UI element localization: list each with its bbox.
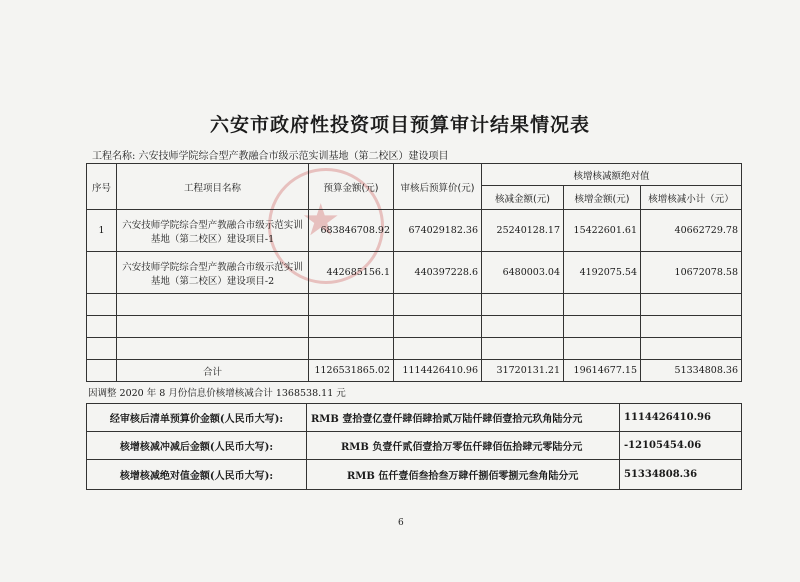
cell-subtotal: 10672078.58 <box>641 252 742 294</box>
audit-table <box>86 163 742 382</box>
summary-amount: 51334808.36 <box>620 460 742 490</box>
total-increase: 19614677.15 <box>564 360 641 382</box>
summary-amount: -12105454.06 <box>620 432 742 460</box>
cell-increase: 4192075.54 <box>564 252 641 294</box>
empty-row <box>87 294 742 316</box>
header-increase: 核增金额(元) <box>564 186 641 210</box>
project-name-line: 工程名称: 六安技师学院综合型产教融合市级示范实训基地（第二校区）建设项目 <box>92 151 449 162</box>
total-label: 合计 <box>117 360 309 382</box>
cell-no <box>87 252 117 294</box>
empty-row <box>87 338 742 360</box>
cell-name: 六安技师学院综合型产教融合市级示范实训基地（第二校区）建设项目-2 <box>117 252 309 294</box>
cell-audited: 440397228.6 <box>394 252 482 294</box>
summary-row <box>87 460 742 490</box>
header-no: 序号 <box>87 164 117 210</box>
header-abs-group: 核增核减额绝对值 <box>482 164 742 186</box>
cell-increase: 15422601.61 <box>564 210 641 252</box>
header-audited: 审核后预算价(元) <box>394 164 482 210</box>
header-budget: 预算金额(元) <box>309 164 394 210</box>
summary-words: RMB 伍仟壹佰叁拾叁万肆仟捌佰零捌元叁角陆分元 <box>307 460 620 490</box>
empty-row <box>87 316 742 338</box>
summary-row <box>87 432 742 460</box>
summary-label: 核增核减冲减后金额(人民币大写): <box>87 432 307 460</box>
header-decrease: 核减金额(元) <box>482 186 564 210</box>
page-number: 6 <box>398 518 404 528</box>
cell-subtotal: 40662729.78 <box>641 210 742 252</box>
cell-audited: 674029182.36 <box>394 210 482 252</box>
cell-budget: 442685156.1 <box>309 252 394 294</box>
cell-budget: 683846708.92 <box>309 210 394 252</box>
total-budget: 1126531865.02 <box>309 360 394 382</box>
total-decrease: 31720131.21 <box>482 360 564 382</box>
summary-row <box>87 404 742 432</box>
table-row <box>87 252 742 294</box>
header-project-name: 工程项目名称 <box>117 164 309 210</box>
summary-label: 核增核减绝对值金额(人民币大写): <box>87 460 307 490</box>
total-audited: 1114426410.96 <box>394 360 482 382</box>
summary-table <box>86 403 742 490</box>
cell-no: 1 <box>87 210 117 252</box>
summary-label: 经审核后清单预算价金额(人民币大写): <box>87 404 307 432</box>
table-row <box>87 210 742 252</box>
summary-words: RMB 壹拾壹亿壹仟肆佰肆拾贰万陆仟肆佰壹拾元玖角陆分元 <box>307 404 620 432</box>
cell-decrease: 6480003.04 <box>482 252 564 294</box>
cell-decrease: 25240128.17 <box>482 210 564 252</box>
seal-star-icon: ★ <box>301 195 341 246</box>
total-row <box>87 360 742 382</box>
header-subtotal: 核增核减小计（元） <box>641 186 742 210</box>
summary-words: RMB 负壹仟贰佰壹拾万零伍仟肆佰伍拾肆元零陆分元 <box>307 432 620 460</box>
total-subtotal: 51334808.36 <box>641 360 742 382</box>
page-title: 六安市政府性投资项目预算审计结果情况表 <box>209 114 590 136</box>
cell-name: 六安技师学院综合型产教融合市级示范实训基地（第二校区）建设项目-1 <box>117 210 309 252</box>
summary-amount: 1114426410.96 <box>620 404 742 432</box>
adjustment-note: 因调整 2020 年 8 月份信息价核增核减合计 1368538.11 元 <box>88 388 346 399</box>
